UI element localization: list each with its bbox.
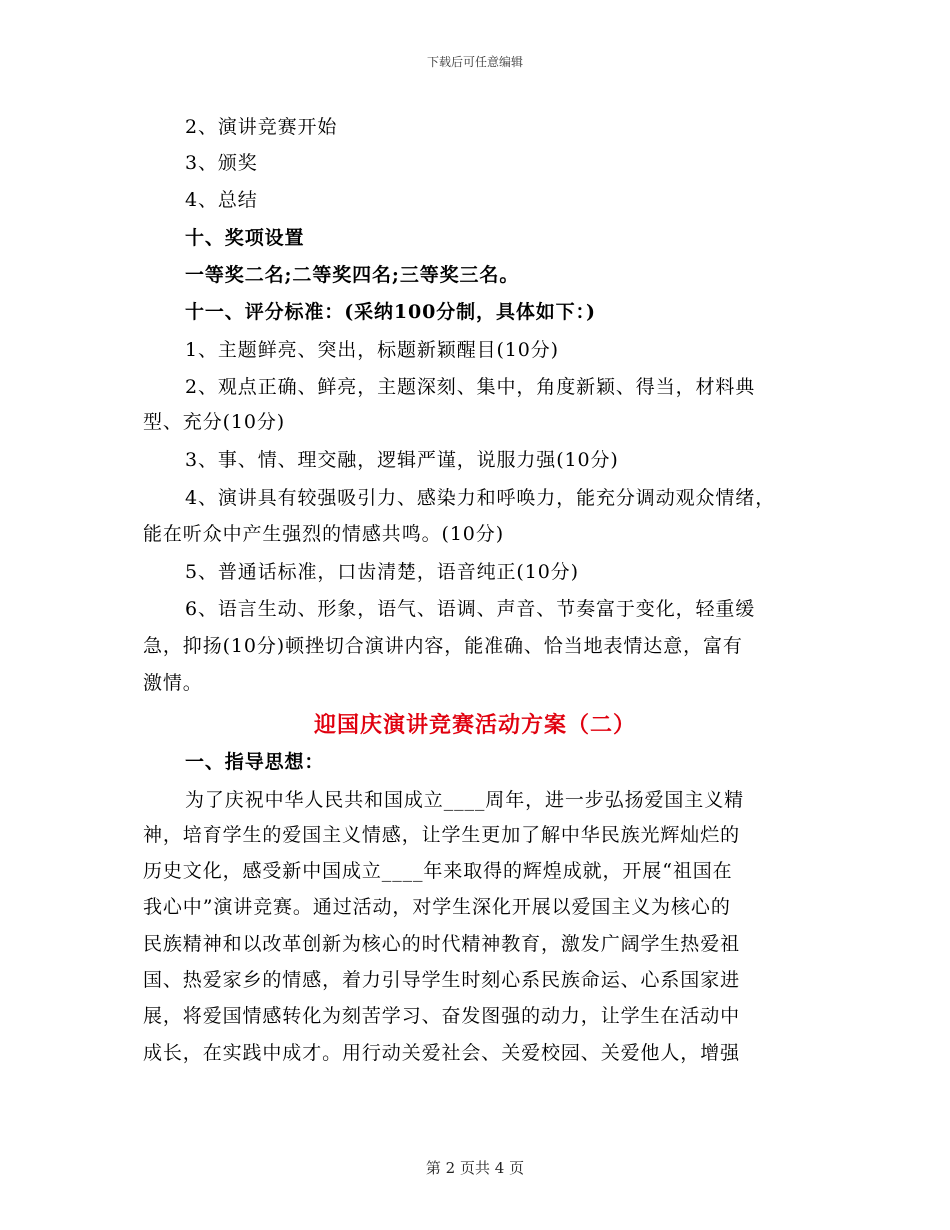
paragraph-line: 历史文化，感受新中国成立____年来取得的辉煌成就，开展“祖国在 xyxy=(143,860,733,882)
paragraph-line: 能在听众中产生强烈的情感共鸣。(10分) xyxy=(143,523,505,545)
list-item: 4、总结 xyxy=(185,189,258,211)
list-item: 3、颁奖 xyxy=(185,152,258,174)
page-footer: 第 2 页共 4 页 xyxy=(425,1159,525,1177)
paragraph-line: 神，培育学生的爱国主义情感，让学生更加了解中华民族光辉灿烂的 xyxy=(143,824,741,846)
paragraph-line: 成长，在实践中成才。用行动关爱社会、关爱校园、关爱他人，增强 xyxy=(143,1042,741,1064)
section-heading: 十、奖项设置 xyxy=(185,227,305,249)
list-item: 1、主题鲜亮、突出，标题新颖醒目(10分) xyxy=(185,339,559,361)
list-item: 3、事、情、理交融，逻辑严谨，说服力强(10分) xyxy=(185,449,619,471)
paragraph-line: 型、充分(10分) xyxy=(143,411,286,433)
list-item: 2、演讲竞赛开始 xyxy=(185,116,338,138)
paragraph-line: 激情。 xyxy=(143,672,203,694)
list-item: 4、演讲具有较强吸引力、感染力和呼唤力，能充分调动观众情绪， xyxy=(185,487,776,509)
paragraph-line: 一等奖二名;二等奖四名;三等奖三名。 xyxy=(185,264,520,286)
list-item: 5、普通话标准，口齿清楚，语音纯正(10分) xyxy=(185,561,579,583)
section-heading: 十一、评分标准：(采纳100分制，具体如下：) xyxy=(185,301,596,323)
paragraph-line: 展，将爱国情感转化为刻苦学习、奋发图强的动力，让学生在活动中 xyxy=(143,1005,741,1027)
section-title: 迎国庆演讲竞赛活动方案（二） xyxy=(313,712,636,738)
page-header: 下载后可任意编辑 xyxy=(426,55,523,69)
paragraph-line: 急，抑扬(10分)顿挫切合演讲内容，能准确、恰当地表情达意，富有 xyxy=(143,635,743,657)
list-item: 6、语言生动、形象，语气、语调、声音、节奏富于变化，轻重缓 xyxy=(185,598,756,620)
paragraph-line: 国、热爱家乡的情感，着力引导学生时刻心系民族命运、心系国家进 xyxy=(143,969,741,991)
list-item: 2、观点正确、鲜亮，主题深刻、集中，角度新颖、得当，材料典 xyxy=(185,376,756,398)
section-heading: 一、指导思想： xyxy=(185,751,325,773)
paragraph-line: 我心中”演讲竞赛。通过活动，对学生深化开展以爱国主义为核心的 xyxy=(143,896,731,918)
paragraph-line: 民族精神和以改革创新为核心的时代精神教育，激发广阔学生热爱祖 xyxy=(143,933,741,955)
paragraph-line: 为了庆祝中华人民共和国成立____周年，进一步弘扬爱国主义精 xyxy=(185,789,745,811)
